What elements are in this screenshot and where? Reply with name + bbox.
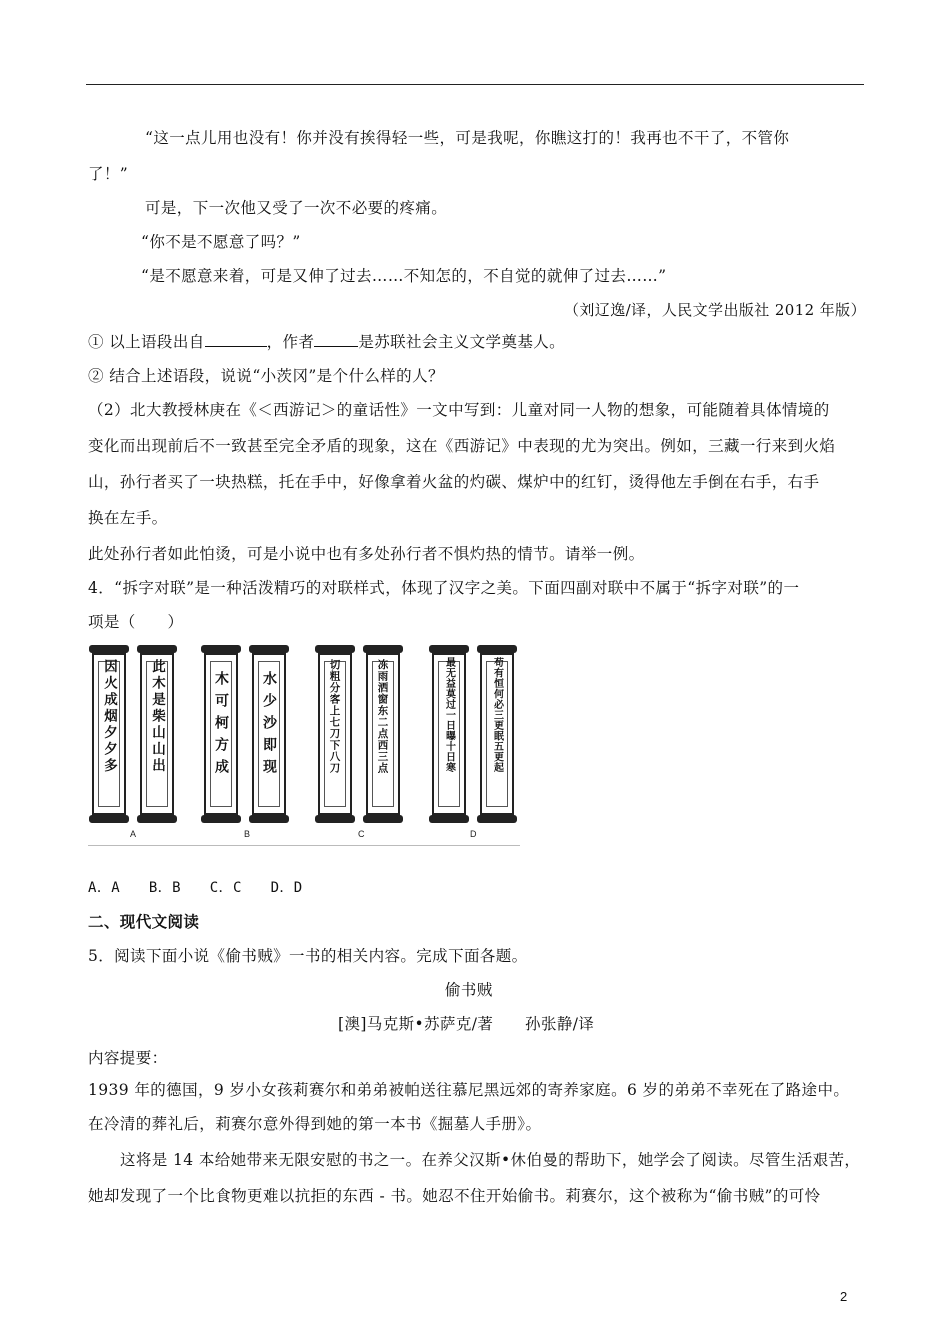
question-3-2-line-5: 此处孙行者如此怕烫，可是小说中也有多处孙行者不惧灼热的情节。请举一例。 (88, 545, 645, 563)
section-heading-modern-reading: 二、现代文阅读 (88, 912, 200, 931)
question-4-line-1: 4．“拆字对联”是一种活泼精巧的对联样式，体现了汉字之美。下面四副对联中不属于“拆字对联”的一 (88, 579, 800, 597)
question-3-1-b: ② 结合上述语段，说说“小茨冈”是个什么样的人？ (88, 367, 444, 385)
answer-blank-author[interactable] (314, 332, 358, 347)
question-5-prompt: 5．阅读下面小说《偷书贼》一书的相关内容。完成下面各题。 (88, 947, 528, 965)
summary-paragraph-line-4: 她却发现了一个比食物更难以抗拒的东西 - 书。她忍不住开始偷书。莉赛尔，这个被称为“偷书贼”的可怜 (88, 1187, 821, 1205)
couplet-d-right-text: 苟有恒何必三更眠五更起 (491, 657, 503, 773)
question-4-options: A．A B．B C．C D．D (88, 880, 303, 896)
quote-line-5: “是不愿意来着，可是又伸了过去……不知怎的，不自觉的就伸了过去……” (141, 267, 667, 285)
question-3-2-line-3: 山，孙行者买了一块热糕，托在手中，好像拿着火盆的灼碳、煤炉中的红钉，烫得他左手倒在右手，右手 (88, 473, 820, 491)
couplet-a-left-scroll (92, 645, 126, 823)
couplet-a-right-text: 此木是柴山山出 (149, 659, 165, 775)
couplet-b-left-text: 木可柯方成 (213, 671, 229, 781)
question-3-1-a (88, 332, 565, 352)
couplet-c-left-scroll (318, 645, 352, 823)
summary-label: 内容提要： (88, 1049, 168, 1067)
page-number: 2 (840, 1289, 848, 1304)
couplet-c-right-scroll (366, 645, 400, 823)
couplet-b-left-scroll (204, 645, 238, 823)
couplet-d-left-scroll (432, 645, 466, 823)
quote-source: （刘辽逸/译，人民文学出版社 2012 年版） (564, 301, 866, 319)
summary-paragraph-line-1: 1939 年的德国，9 岁小女孩莉赛尔和弟弟被帕送往慕尼黑远郊的寄养家庭。6 岁的弟弟不幸死在了路途中。 (88, 1081, 850, 1099)
question-3-2-line-1: （2）北大教授林庚在《＜西游记＞的童话性》一文中写到：儿童对同一人物的想象，可能随着具体情境的 (88, 401, 830, 419)
question-4-line-2: 项是（ ） (88, 613, 184, 631)
couplet-d-label: D (470, 829, 477, 839)
summary-paragraph-line-3: 这将是 14 本给她带来无限安慰的书之一。在养父汉斯•休伯曼的帮助下，她学会了阅读。尽管生活艰苦， (120, 1151, 861, 1169)
question-3-1-a-middle: ，作者 (266, 333, 315, 351)
question-3-1-a-suffix: 是苏联社会主义文学奠基人。 (358, 333, 566, 351)
book-title: 偷书贼 (445, 981, 493, 999)
quote-line-4: “你不是不愿意了吗？” (141, 233, 301, 251)
couplet-a-right-scroll (140, 645, 174, 823)
couplet-b-right-scroll (252, 645, 286, 823)
quote-line-1: “这一点儿用也没有！你并没有挨得轻一些，可是我呢，你瞧这打的！我再也不干了，不管你 (145, 129, 790, 147)
couplet-b-right-text: 水少沙即现 (261, 671, 277, 781)
question-3-1-a-prefix: ① 以上语段出自 (88, 333, 205, 351)
question-3-2-line-4: 换在左手。 (88, 509, 168, 527)
question-3-2-line-2: 变化而出现前后不一致甚至完全矛盾的现象，这在《西游记》中表现的尤为突出。例如，三藏一行来到火焰 (88, 437, 836, 455)
quote-line-3: 可是，下一次他又受了一次不必要的疼痛。 (145, 199, 448, 217)
couplet-a-label: A (130, 829, 137, 839)
quote-line-2: 了！” (88, 165, 129, 183)
couplet-c-right-text: 冻雨洒窗东二点西三点 (376, 659, 389, 774)
couplet-a-left-text: 因火成烟夕夕多 (101, 659, 117, 775)
header-rule (86, 84, 864, 85)
couplet-d-left-text: 最无益莫过一日曝十日寒 (443, 657, 455, 773)
couplet-figure (88, 645, 520, 847)
couplet-c-left-text: 切粗分客上七刀下八刀 (328, 659, 341, 774)
couplet-c-label: C (358, 829, 365, 839)
couplet-b-label: B (244, 829, 251, 839)
figure-baseline (88, 845, 520, 846)
answer-blank-book[interactable] (205, 332, 267, 347)
summary-paragraph-line-2: 在冷清的葬礼后，莉赛尔意外得到她的第一本书《掘墓人手册》。 (88, 1115, 542, 1133)
couplet-d-right-scroll (480, 645, 514, 823)
book-author: [澳]马克斯•苏萨克/著 孙张静/译 (338, 1015, 595, 1033)
